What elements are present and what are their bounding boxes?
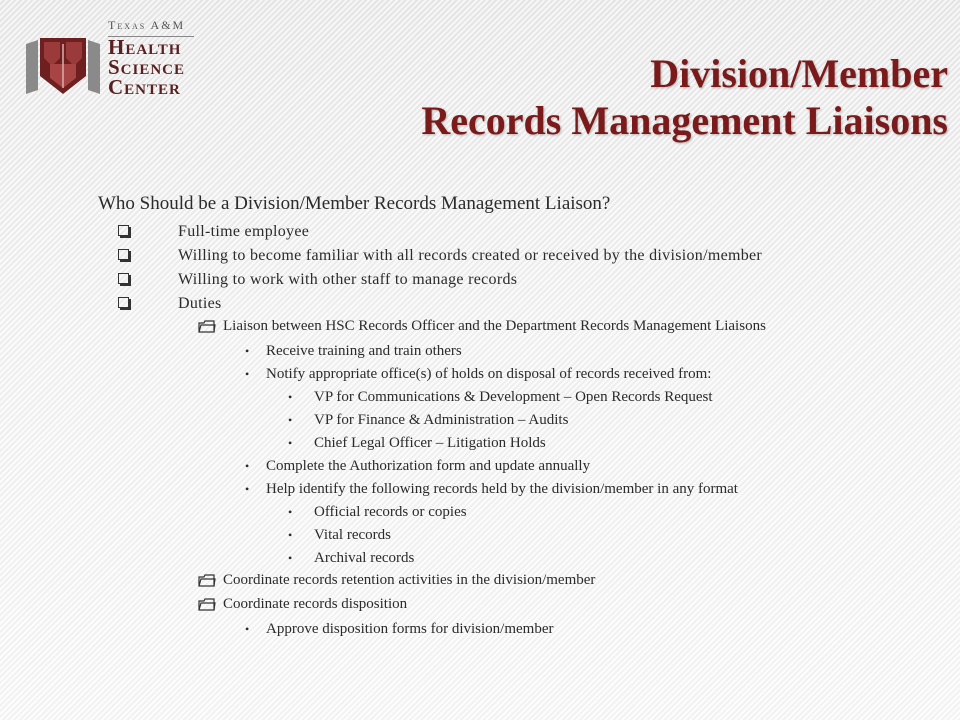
checkbox-bullet-icon (118, 297, 129, 308)
bullet-text: VP for Finance & Administration – Audits (314, 412, 569, 428)
hsc-logo (24, 14, 204, 106)
bullet-item-level-1 (98, 223, 948, 240)
bullet-text: Coordinate records disposition (223, 596, 408, 612)
slide-content (98, 193, 948, 644)
dot-bullet-icon: • (288, 436, 293, 450)
dot-bullet-icon: • (288, 528, 293, 542)
bullet-item-level-1 (98, 271, 948, 288)
bullet-text: Archival records (314, 550, 415, 566)
bullet-text: Vital records (314, 527, 391, 543)
folder-bullet-icon (198, 320, 216, 338)
logo-science: Science (108, 55, 186, 79)
bullet-item-level-4 (98, 435, 948, 451)
dot-bullet-icon: • (245, 482, 250, 496)
bullet-text: VP for Communications & Development – Open Records Request (314, 389, 713, 405)
dot-bullet-icon: • (245, 622, 250, 636)
bullet-item-level-2 (98, 319, 948, 334)
checkbox-bullet-icon (118, 273, 129, 284)
dot-bullet-icon: • (245, 459, 250, 473)
bullet-item-level-4 (98, 504, 948, 520)
title-line-2: Records Management Liaisons (421, 98, 948, 143)
bullet-item-level-2 (98, 573, 948, 588)
dot-bullet-icon: • (245, 344, 250, 358)
dot-bullet-icon: • (288, 390, 293, 404)
bullet-list (98, 223, 948, 637)
bullet-text: Receive training and train others (266, 343, 462, 359)
bullet-text: Notify appropriate office(s) of holds on disposal of records received from: (266, 366, 712, 382)
bullet-text: Approve disposition forms for division/member (266, 621, 554, 637)
title-line-1: Division/Member (650, 51, 948, 96)
folder-bullet-icon (198, 598, 216, 616)
bullet-item-level-2 (98, 597, 948, 612)
bullet-text: Willing to become familiar with all records created or received by the division/member (178, 247, 763, 264)
bullet-item-level-4 (98, 550, 948, 566)
dot-bullet-icon: • (288, 551, 293, 565)
bullet-item-level-4 (98, 527, 948, 543)
dot-bullet-icon: • (288, 413, 293, 427)
logo-text (108, 18, 194, 97)
bullet-item-level-1 (98, 247, 948, 264)
logo-center: Center (108, 75, 181, 99)
bullet-text: Full-time employee (178, 223, 310, 240)
hsc-shield-logo-icon (24, 36, 102, 98)
bullet-item-level-3 (98, 481, 948, 497)
bullet-item-level-3 (98, 343, 948, 359)
bullet-text: Duties (178, 295, 222, 312)
bullet-text: Chief Legal Officer – Litigation Holds (314, 435, 546, 451)
dot-bullet-icon: • (288, 505, 293, 519)
logo-texas-am: Texas A&M (108, 18, 194, 37)
bullet-text: Coordinate records retention activities in the division/member (223, 572, 596, 588)
bullet-text: Willing to work with other staff to manage records (178, 271, 518, 288)
bullet-item-level-3 (98, 366, 948, 382)
question-heading: Who Should be a Division/Member Records Management Liaison? (98, 193, 611, 214)
bullet-text: Liaison between HSC Records Officer and the Department Records Management Liaisons (223, 318, 766, 334)
bullet-item-level-3 (98, 458, 948, 474)
slide-title (421, 50, 948, 144)
bullet-item-level-1 (98, 295, 948, 312)
bullet-item-level-3 (98, 621, 948, 637)
dot-bullet-icon: • (245, 367, 250, 381)
checkbox-bullet-icon (118, 225, 129, 236)
folder-bullet-icon (198, 574, 216, 592)
bullet-text: Official records or copies (314, 504, 467, 520)
checkbox-bullet-icon (118, 249, 129, 260)
bullet-item-level-4 (98, 412, 948, 428)
logo-health: Health (108, 35, 182, 59)
bullet-item-level-4 (98, 389, 948, 405)
bullet-text: Complete the Authorization form and update annually (266, 458, 591, 474)
bullet-text: Help identify the following records held by the division/member in any format (266, 481, 738, 497)
